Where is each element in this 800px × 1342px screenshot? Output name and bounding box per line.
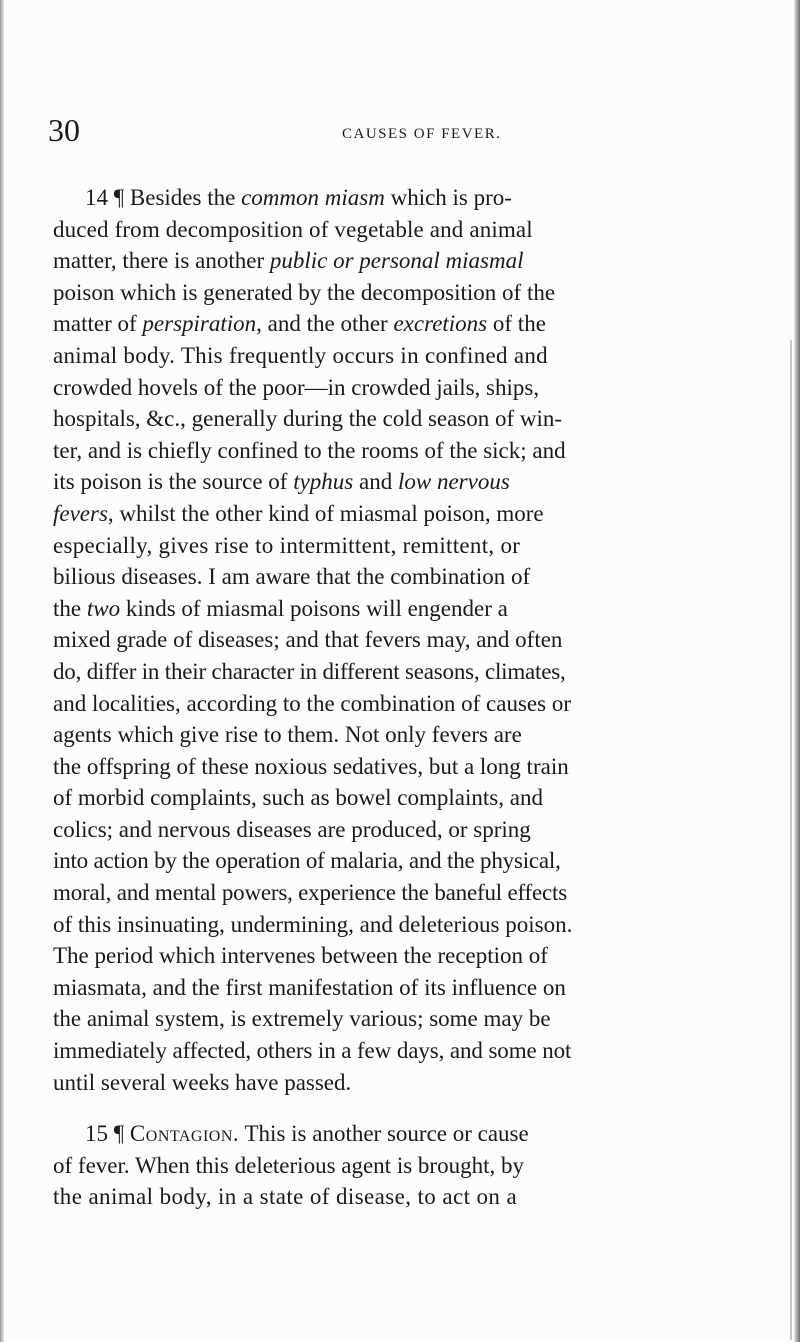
text-line [53, 466, 733, 498]
text-line [53, 182, 733, 214]
italic-run: excretions [393, 311, 488, 337]
paragraph-14 [53, 182, 733, 1098]
italic-run: public or personal miasmal [269, 248, 524, 274]
running-head [48, 114, 748, 154]
text-line: and localities, according to the combination of causes or [53, 690, 571, 716]
text-line: into action by the operation of malaria, and the physical, [53, 848, 561, 874]
page-right-edge-strip [790, 340, 792, 1340]
italic-run: two [86, 595, 121, 621]
text-run: , whilst the other kind of miasmal poison, more [107, 500, 544, 526]
text-line: moral, and mental powers, experience the baneful effects [53, 880, 567, 906]
text-line: of this insinuating, undermining, and deleterious poison. [53, 911, 573, 937]
text-line [53, 245, 733, 277]
italic-run: low nervous [397, 469, 510, 495]
running-title: CAUSES OF FEVER. [342, 126, 502, 142]
text-run: the [53, 595, 87, 621]
text-run: 15 ¶ [85, 1121, 130, 1147]
text-run: 14 ¶ Besides the [85, 185, 242, 210]
page-left-edge [0, 0, 4, 1342]
text-line [53, 308, 733, 340]
text-line: mixed grade of diseases; and that fevers may, and often [53, 627, 563, 653]
paragraph-15 [53, 1118, 733, 1213]
text-line: immediately affected, others in a few days, and some not [53, 1038, 572, 1064]
text-line: animal body. This frequently occurs in confined and [53, 342, 548, 368]
small-caps-heading: Contagion. [129, 1121, 240, 1147]
text-run: , and the other [256, 311, 394, 337]
italic-run: typhus [293, 469, 354, 495]
text-line: ter, and is chiefly confined to the rooms of the sick; and [53, 437, 566, 463]
text-run: matter of [53, 311, 143, 337]
text-run: of the [487, 311, 546, 337]
text-run: kinds of miasmal poisons will engender a [120, 595, 508, 621]
text-line [53, 593, 733, 625]
text-run: which is pro- [384, 185, 512, 210]
text-line: the offspring of these noxious sedatives, but a long train [53, 753, 569, 779]
text-line: do, differ in their character in different seasons, climates, [53, 658, 566, 684]
page-number: 30 [48, 112, 80, 148]
text-line: of morbid complaints, such as bowel complaints, and [53, 785, 543, 811]
text-line: especially, gives rise to intermittent, remittent, or [53, 532, 521, 558]
text-line: miasmata, and the first manifestation of its influence on [53, 974, 566, 1000]
text-line: until several weeks have passed. [53, 1069, 352, 1095]
text-line: agents which give rise to them. Not only fevers are [53, 722, 522, 748]
text-run: This is another source or cause [239, 1121, 529, 1147]
text-run: its poison is the source of [53, 469, 294, 495]
text-line: The period which intervenes between the reception of [53, 943, 548, 969]
text-line [53, 1118, 733, 1150]
text-line: colics; and nervous diseases are produced, or spring [53, 816, 531, 842]
text-line: poison which is generated by the decomposition of the [53, 279, 556, 305]
text-line: duced from decomposition of vegetable and animal [53, 216, 533, 242]
text-line: hospitals, &c., generally during the cold season of win- [53, 406, 563, 432]
italic-run: fevers [53, 500, 108, 526]
text-line: of fever. When this deleterious agent is brought, by [53, 1152, 524, 1178]
text-line: crowded hovels of the poor—in crowded jails, ships, [53, 374, 540, 400]
italic-run: common miasm [241, 185, 385, 210]
body-text [53, 182, 733, 1213]
page-right-edge [794, 0, 800, 1342]
text-run: matter, there is another [53, 248, 270, 274]
text-run: and [353, 469, 398, 495]
text-line [53, 498, 733, 530]
italic-run: perspiration [142, 311, 257, 337]
text-line: the animal body, in a state of disease, to act on a [53, 1184, 518, 1210]
paragraph-gap [53, 1098, 733, 1118]
text-line: the animal system, is extremely various; some may be [53, 1006, 551, 1032]
text-line: bilious diseases. I am aware that the combination of [53, 564, 531, 590]
